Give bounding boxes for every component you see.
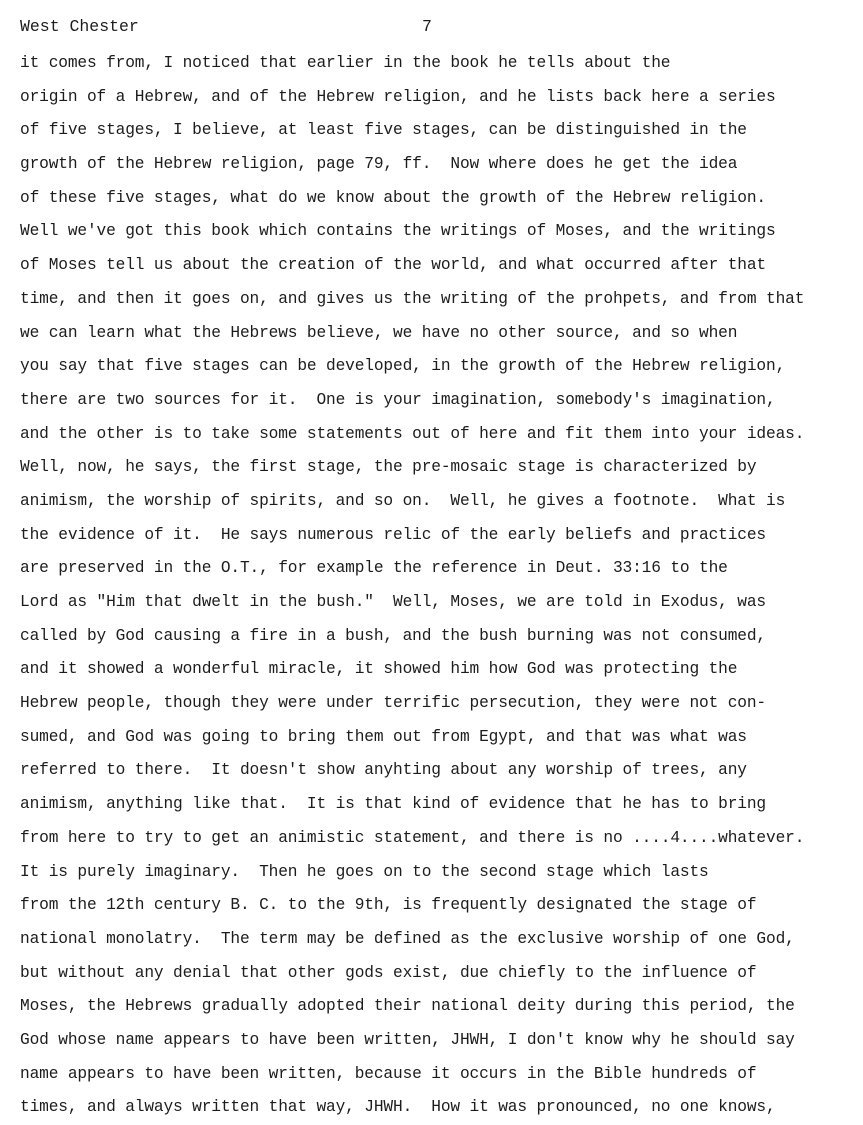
text-line: of these five stages, what do we know about the growth of the Hebrew religion. <box>20 188 766 207</box>
text-line: national monolatry. The term may be defined as the exclusive worship of one God, <box>20 929 795 948</box>
text-line: from here to try to get an animistic statement, and there is no ....4....whatever. <box>20 828 805 847</box>
page-number: 7 <box>422 17 432 36</box>
text-line: origin of a Hebrew, and of the Hebrew religion, and he lists back here a series <box>20 87 776 106</box>
transcript-body <box>20 47 858 1125</box>
text-line: sumed, and God was going to bring them out from Egypt, and that was what was <box>20 727 747 746</box>
text-line: are preserved in the O.T., for example the reference in Deut. 33:16 to the <box>20 559 728 578</box>
text-line: growth of the Hebrew religion, page 79, ff. Now where does he get the idea <box>20 155 738 174</box>
text-line: Lord as "Him that dwelt in the bush." Well, Moses, we are told in Exodus, was <box>20 593 766 611</box>
text-line: time, and then it goes on, and gives us the writing of the prohpets, and from that <box>20 289 805 308</box>
text-line: Well we've got this book which contains the writings of Moses, and the writings <box>20 222 776 241</box>
text-line: we can learn what the Hebrews believe, we have no other source, and so when <box>20 323 738 342</box>
text-line: animism, the worship of spirits, and so on. Well, he gives a footnote. What is <box>20 491 786 510</box>
page-header <box>20 14 840 40</box>
text-line: animism, anything like that. It is that kind of evidence that he has to bring <box>20 795 766 814</box>
text-line: Moses, the Hebrews gradually adopted their national deity during this period, the <box>20 997 795 1016</box>
text-line: It is purely imaginary. Then he goes on to the second stage which lasts <box>20 862 709 881</box>
text-line: of Moses tell us about the creation of the world, and what occurred after that <box>20 256 766 275</box>
text-line: from the 12th century B. C. to the 9th, is frequently designated the stage of <box>20 896 757 915</box>
text-line: called by God causing a fire in a bush, and the bush burning was not consumed, <box>20 626 766 645</box>
text-line: times, and always written that way, JHWH. How it was pronounced, no one knows, <box>20 1098 776 1117</box>
text-line: but without any denial that other gods exist, due chiefly to the influence of <box>20 963 757 982</box>
text-line: you say that five stages can be developed, in the growth of the Hebrew religion, <box>20 357 786 376</box>
text-line: referred to there. It doesn't show anyhting about any worship of trees, any <box>20 761 747 780</box>
text-line: Hebrew people, though they were under terrific persecution, they were not con- <box>20 694 766 713</box>
text-line: God whose name appears to have been written, JHWH, I don't know why he should say <box>20 1030 795 1049</box>
text-line: name appears to have been written, because it occurs in the Bible hundreds of <box>20 1064 757 1083</box>
text-line: and it showed a wonderful miracle, it showed him how God was protecting the <box>20 660 738 679</box>
text-line: and the other is to take some statements out of here and fit them into your ideas. <box>20 424 805 443</box>
text-line: it comes from, I noticed that earlier in the book he tells about the <box>20 54 671 72</box>
header-title: West Chester <box>20 17 139 36</box>
text-line: the evidence of it. He says numerous relic of the early beliefs and practices <box>20 525 766 544</box>
text-line: of five stages, I believe, at least five stages, can be distinguished in the <box>20 121 747 140</box>
text-line: Well, now, he says, the first stage, the pre-mosaic stage is characterized by <box>20 458 757 477</box>
text-line: there are two sources for it. One is your imagination, somebody's imagination, <box>20 390 776 409</box>
